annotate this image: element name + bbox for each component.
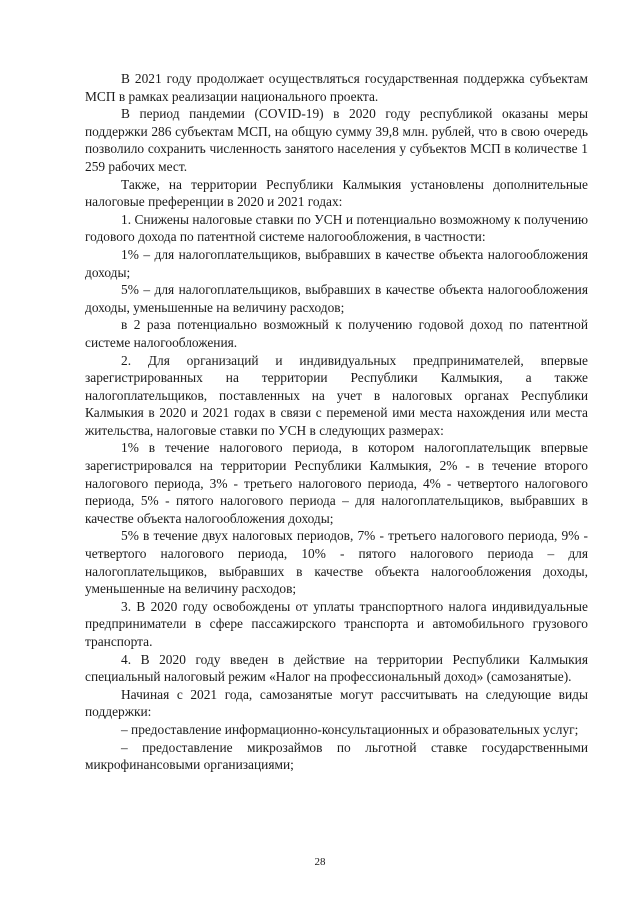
paragraph-9: 1% в течение налогового периода, в котором налогоплательщик впервые зарегистрировался на территории Республики Калмыкия, 2% - в течение второго налогового периода, 3% - третьего налогового периода, 4% - четвертого налогового периода, 5% - пятого налогового периода – для налогоплательщиков, выбравших в качестве объекта налогообложения доходы;	[85, 440, 588, 526]
paragraph-3: Также, на территории Республики Калмыкия установлены дополнительные налоговые преференции в 2020 и 2021 годах:	[85, 176, 588, 210]
paragraph-5: 1% – для налогоплательщиков, выбравших в качестве объекта налогообложения доходы;	[85, 246, 588, 280]
paragraph-15: – предоставление микрозаймов по льготной ставке государственными микрофинансовыми организациями;	[85, 739, 588, 773]
page-number: 28	[314, 856, 326, 868]
document-body	[85, 70, 588, 774]
paragraph-8: 2. Для организаций и индивидуальных предпринимателей, впервые зарегистрированных на территории Республики Калмыкия, а также налогоплательщиков, поставленных на учет в налоговых органах Республики Калмыкия в 2020 и 2021 годах в связи с переменой ими места нахождения или места жительства, налоговые ставки по УСН в следующих размерах:	[85, 352, 588, 438]
paragraph-10: 5% в течение двух налоговых периодов, 7% - третьего налогового периода, 9% - четвертого налогового периода, 10% - пятого налогового периода – для налогоплательщиков, выбравших в качестве объекта налогообложения доходы, уменьшенные на величину расходов;	[85, 528, 588, 597]
paragraph-12: 4. В 2020 году введен в действие на территории Республики Калмыкия специальный налоговый режим «Налог на профессиональный доход» (самозанятые).	[85, 651, 588, 685]
paragraph-7: в 2 раза потенциально возможный к получению годовой доход по патентной системе налогообложения.	[85, 317, 588, 350]
paragraph-4: 1. Снижены налоговые ставки по УСН и потенциально возможному к получению годового дохода по патентной системе налогообложения, в частности:	[85, 211, 588, 245]
paragraph-1: В 2021 году продолжает осуществляться государственная поддержка субъектам МСП в рамках реализации национального проекта.	[85, 71, 588, 104]
paragraph-11: 3. В 2020 году освобождены от уплаты транспортного налога индивидуальные предприниматели в сфере пассажирского транспорта и автомобильного грузового транспорта.	[85, 598, 588, 649]
paragraph-13: Начиная с 2021 года, самозанятые могут рассчитывать на следующие виды поддержки:	[85, 686, 588, 720]
paragraph-2: В период пандемии (COVID-19) в 2020 году республикой оказаны меры поддержки 286 субъектам МСП, на общую сумму 39,8 млн. рублей, что в свою очередь позволило сохранить численность занятого населения у субъектов МСП в количестве 1 259 рабочих мест.	[85, 106, 588, 174]
paragraph-14: – предоставление информационно-консультационных и образовательных услуг;	[121, 721, 579, 737]
paragraph-6: 5% – для налогоплательщиков, выбравших в качестве объекта налогообложения доходы, уменьшенные на величину расходов;	[85, 282, 588, 315]
